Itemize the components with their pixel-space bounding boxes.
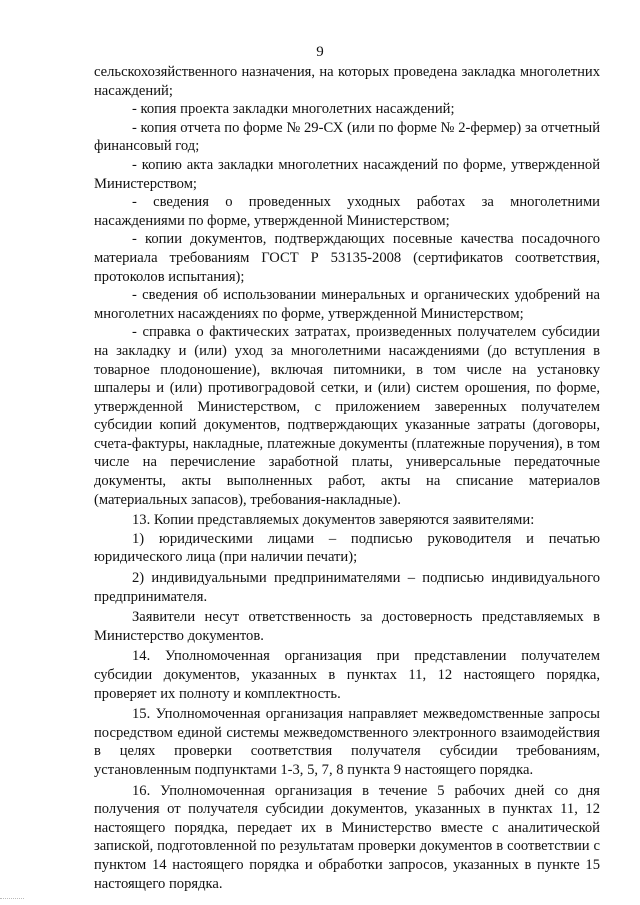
list-item-act-copy: - копию акта закладки многолетних насаждений по форме, утвержденной Министерством;: [94, 156, 600, 192]
paragraph-continuation: сельскохозяйственного назначения, на которых проведена закладка многолетних насаждений;: [94, 64, 600, 99]
scan-edge-mark: [0, 898, 24, 903]
paragraph-responsibility: Заявители несут ответственность за достоверность представляемых в Министерство документов.: [94, 609, 600, 644]
paragraph-16: 16. Уполномоченная организация в течение 5 рабочих дней со дня получения от получателя субсидии документов, указанных в пунктах 11, 12 настоящего порядка, передает их в Министерство вместе с аналитической запиской, подготовленной по результатам проверки документов в соответствии с пунктом 14 настоящего порядка и обработки запросов, указанных в пункте 15 настоящего порядка.: [94, 782, 600, 892]
paragraph-13-item-2: 2) индивидуальными предпринимателями – подписью индивидуального предпринимателя.: [94, 570, 600, 605]
paragraph-15: 15. Уполномоченная организация направляет межведомственные запросы посредством единой системы межведомственного электронного взаимодействия в целях проверки соответствия получателя субсидии требованиям, установленным подпунктами 1-3, 5, 7, 8 пункта 9 настоящего порядка.: [94, 706, 600, 778]
list-item-seed-quality-docs: - копии документов, подтверждающих посевные качества посадочного материала требованиям ГОСТ Р 53135-2008 (сертификатов соответствия, протоколов испытания);: [94, 231, 600, 285]
list-item-report-copy: - копия отчета по форме № 29-СХ (или по форме № 2-фермер) за отчетный финансовый год;: [94, 119, 600, 155]
paragraph-13: 13. Копии представляемых документов заверяются заявителями:: [132, 512, 535, 529]
list-item-cost-statement: - справка о фактических затратах, произведенных получателем субсидии на закладку и (или) уход за многолетними насаждениями (до вступления в товарное плодоношение), включая питомники, в том числе на установку шпалеры и (или) противоградовой сетки, и (или) систем орошения, по форме, утвержденной Министерством, с приложением заверенных получателем субсидии копий документов, подтверждающих указанные затраты (договоры, счета-фактуры, накладные, платежные документы (платежные поручения), в том числе на перечисление заработной платы, универсальные передаточные документы, акты выполненных работ, акты на списание материалов (материальных запасов), требования-накладные).: [94, 324, 600, 508]
paragraph-13-item-1: 1) юридическими лицами – подписью руководителя и печатью юридического лица (при наличии печати);: [94, 530, 600, 566]
list-item-project-copy: - копия проекта закладки многолетних насаждений;: [132, 101, 455, 118]
list-item-maintenance-info: - сведения о проведенных уходных работах за многолетними насаждениями по форме, утвержденной Министерством;: [94, 194, 600, 229]
document-body: [94, 63, 600, 893]
paragraph-14: 14. Уполномоченная организация при представлении получателем субсидии документов, указанных в пунктах 11, 12 настоящего порядка, проверяет их полноту и комплектность.: [94, 648, 600, 702]
list-item-fertilizer-info: - сведения об использовании минеральных и органических удобрений на многолетних насаждениях по форме, утвержденной Министерством;: [94, 287, 600, 322]
page-number: 9: [316, 44, 324, 60]
